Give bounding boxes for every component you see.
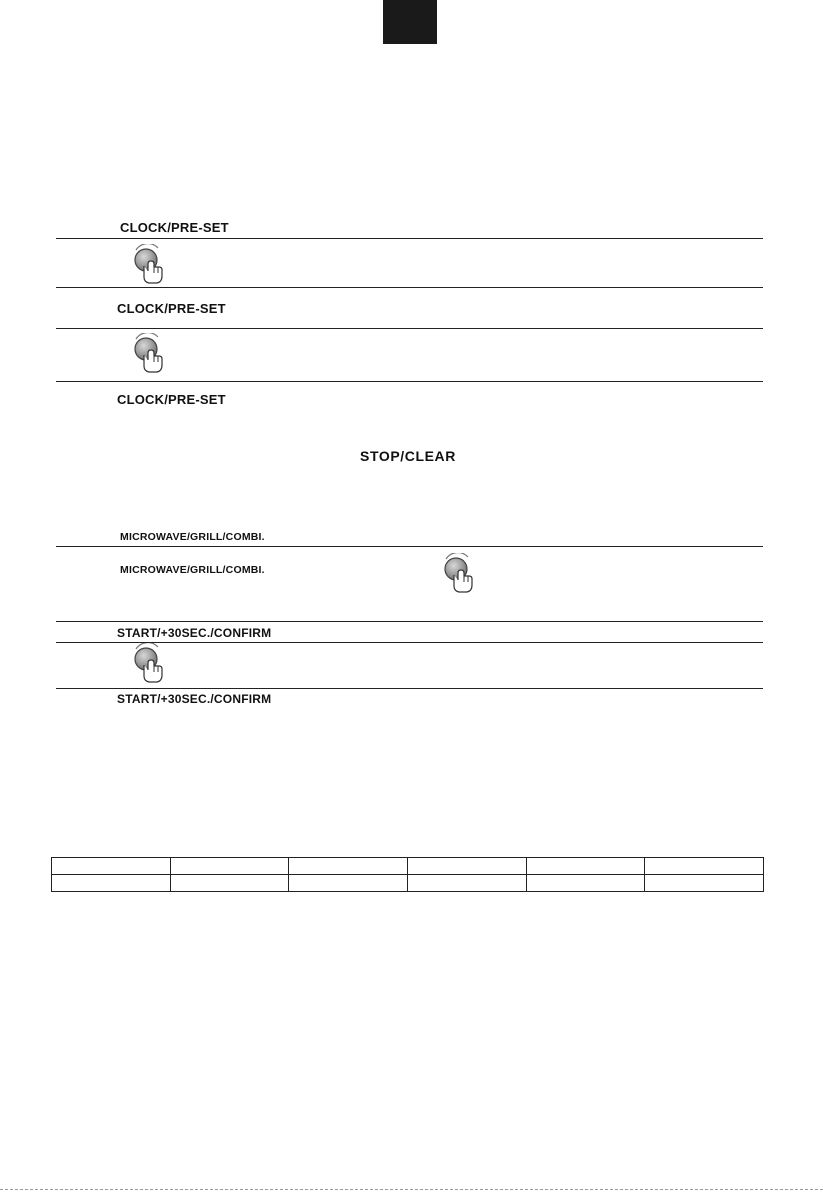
clock-preset-button-label: CLOCK/PRE-SET xyxy=(120,220,229,235)
stop-clear-button-label: STOP/CLEAR xyxy=(360,448,456,464)
page-bottom-edge xyxy=(0,1189,823,1190)
table-cell xyxy=(407,858,526,875)
table-cell xyxy=(289,858,408,875)
table-cell xyxy=(645,858,764,875)
divider xyxy=(56,688,763,689)
table-cell xyxy=(526,875,645,892)
table-cell xyxy=(52,875,171,892)
table-cell xyxy=(289,875,408,892)
start-confirm-button-label: START/+30SEC./CONFIRM xyxy=(117,626,272,640)
divider xyxy=(56,546,763,547)
table-cell xyxy=(52,858,171,875)
table-cell xyxy=(170,858,289,875)
divider xyxy=(56,381,763,382)
divider xyxy=(56,287,763,288)
page-header-tab xyxy=(383,0,437,44)
clock-preset-button-label: CLOCK/PRE-SET xyxy=(117,301,226,316)
table-row xyxy=(52,858,764,875)
table-cell xyxy=(407,875,526,892)
divider xyxy=(56,621,763,622)
clock-preset-button-label: CLOCK/PRE-SET xyxy=(117,392,226,407)
dial-knob-icon xyxy=(130,643,166,685)
table-cell xyxy=(526,858,645,875)
start-confirm-button-label: START/+30SEC./CONFIRM xyxy=(117,692,272,706)
table-row xyxy=(52,875,764,892)
dial-knob-icon xyxy=(130,244,166,286)
divider xyxy=(56,238,763,239)
table-cell xyxy=(645,875,764,892)
microwave-grill-combi-button-label: MICROWAVE/GRILL/COMBI. xyxy=(120,564,265,576)
divider xyxy=(56,328,763,329)
dial-knob-icon xyxy=(130,333,166,375)
table-cell xyxy=(170,875,289,892)
microwave-grill-combi-button-label: MICROWAVE/GRILL/COMBI. xyxy=(120,531,265,543)
dial-knob-icon xyxy=(440,553,476,595)
power-level-table xyxy=(51,857,764,892)
